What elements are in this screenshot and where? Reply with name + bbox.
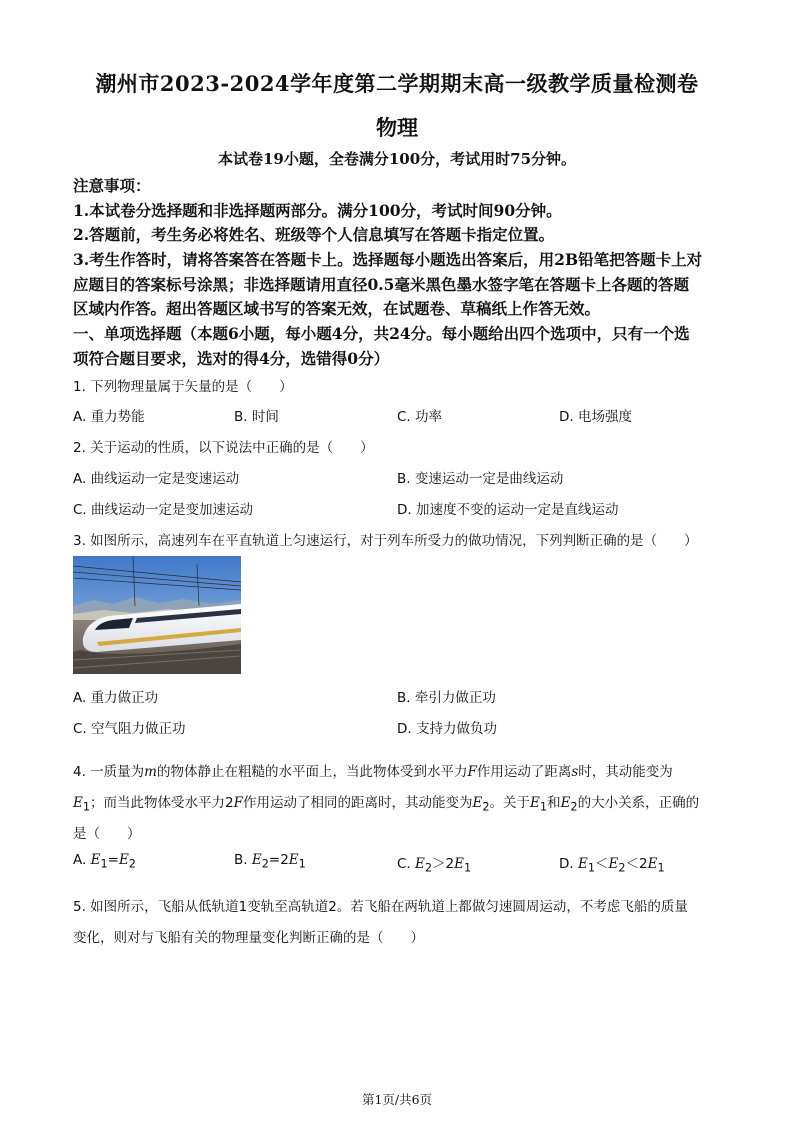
section1-heading: 一、单项选择题（本题6小题，每小题4分，共24分。每小题给出四个选项中，只有一个选 [73,324,690,343]
q1-option-c: C. 功率 [397,409,443,425]
q4-stem-line1: 4. 一质量为m的物体静止在粗糙的水平面上，当此物体受到水平力F作用运动了距离s时，其动能变为 [73,764,673,780]
exam-title: 潮州市2023-2024学年度第二学期期末高一级教学质量检测卷 [95,71,699,96]
q1-option-d: D. 电场强度 [559,409,632,425]
exam-info: 本试卷19小题，全卷满分100分，考试用时75分钟。 [217,150,577,168]
page-footer: 第1页/共6页 [361,1092,433,1107]
q4-stem-line3: 是（ ） [73,826,141,842]
q3-option-d: D. 支持力做负功 [397,721,497,737]
train-photo [73,556,241,674]
note-item-2: 2.答题前，考生务必将姓名、班级等个人信息填写在答题卡指定位置。 [73,225,555,244]
q4-option-c: C. $E_2>2E_1$ [397,856,472,875]
q2-stem: 2. 关于运动的性质，以下说法中正确的是（ ） [73,440,374,456]
q2-option-c: C. 曲线运动一定是变加速运动 [73,502,254,518]
q1-stem: 1. 下列物理量属于矢量的是（ ） [73,379,293,395]
q5-stem-line1: 5. 如图所示，飞船从低轨道1变轨至高轨道2。若飞船在两轨道上都做匀速圆周运动，不考虑飞船的质量 [73,899,688,915]
note-item-3-cont-1: 应题目的答案标号涂黑；非选择题请用直径0.5毫米黑色墨水签字笔在答题卡上各题的答题 [73,275,689,294]
q2-option-b: B. 变速运动一定是曲线运动 [397,471,564,487]
notes-heading: 注意事项： [73,176,151,195]
section1-heading-cont: 项符合题目要求，选对的得4分，选错得0分） [73,349,390,368]
q1-option-a: A. 重力势能 [73,409,145,425]
q4-option-a: A. $E_1=E_2$ [73,852,136,871]
q4-stem-line2: $E_1$；而当此物体受水平力2F作用运动了相同的距离时，其动能变为$E_2$。关于$E_1$和$E_2$的大小关系，正确的 [73,795,700,814]
note-item-3-cont-2: 区域内作答。超出答题区域书写的答案无效，在试题卷、草稿纸上作答无效。 [73,299,601,318]
q3-option-c: C. 空气阻力做正功 [73,721,186,737]
note-item-3: 3.考生作答时，请将答案答在答题卡上。选择题每小题选出答案后，用2B铅笔把答题卡上对 [73,250,703,269]
q3-stem: 3. 如图所示，高速列车在平直轨道上匀速运行，对于列车所受力的做功情况，下列判断正确的是（ ） [73,533,698,549]
q3-option-a: A. 重力做正功 [73,690,159,706]
q4-option-b: B. $E_2=2E_1$ [234,852,306,871]
note-item-1: 1.本试卷分选择题和非选择题两部分。满分100分，考试时间90分钟。 [73,201,562,220]
q2-option-d: D. 加速度不变的运动一定是直线运动 [397,502,619,518]
q1-option-b: B. 时间 [234,409,279,425]
q5-stem-line2: 变化，则对与飞船有关的物理量变化判断正确的是（ ） [73,930,424,946]
q4-option-d: D. $E_1<E_2<2E_1$ [559,856,665,875]
q3-option-b: B. 牵引力做正功 [397,690,496,706]
q2-option-a: A. 曲线运动一定是变速运动 [73,471,240,487]
subject-title: 物理 [376,115,418,140]
